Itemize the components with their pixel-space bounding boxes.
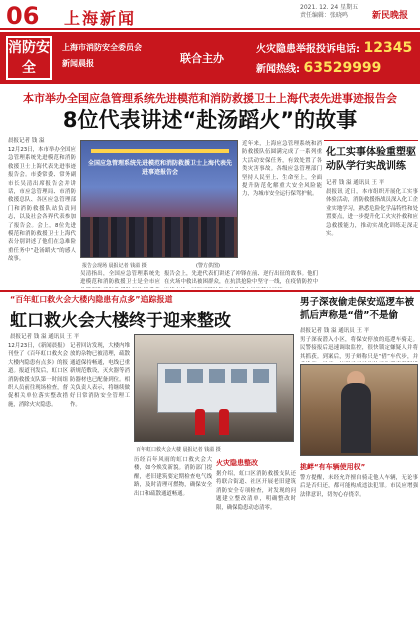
window-3 xyxy=(209,369,225,383)
story3-body: 警方提醒，未经允许擅自骑走他人车辆，无论事后是否归还，都可能构成违法犯罪。市民应增强法律意识，切勿心存侥幸。 xyxy=(300,475,418,498)
stage-people xyxy=(81,217,237,257)
page-number: 06 xyxy=(6,2,40,30)
story3-byline: 晨报记者 钱 溢 通讯员 王 平 xyxy=(300,328,370,334)
section-title: 上海新闻 xyxy=(64,9,137,28)
window-4 xyxy=(231,369,247,383)
article-kicker: 本市举办全国应急管理系统先进模范和消防救援卫士上海代表先进事迹报告会 xyxy=(23,92,397,105)
story2-byline: 晨报记者 钱 溢 通讯员 王 平 xyxy=(10,334,80,340)
article-column-4: 报告会上，先进代表们讲述了冲锋在前、逆行出征的故事。他们在火场中救出被困群众，在抗洪抢险中坚守一线，在疫情防控中 xyxy=(164,271,318,286)
sidebar-byline: 记者 钱 溢 通讯员 王 平 xyxy=(326,180,385,186)
window-5 xyxy=(253,369,269,383)
banner-co-host: 联合主办 xyxy=(180,52,224,65)
hotline-line xyxy=(256,40,412,56)
news-hotline-label: 新闻热线: xyxy=(256,64,300,75)
person-figure-1 xyxy=(195,409,205,435)
hotline-label: 火灾隐患举报投诉电话: xyxy=(256,44,360,55)
story3-title: 男子深夜偷走保安巡逻车被抓后声称是“借”不是偷 xyxy=(300,297,415,321)
story2-column-2: 记者回访发现，大楼内堆放的杂物已被清理，疏散通道保持畅通，电线已重新规范敷设，灭火器等消防器材也已配备到位。相关负责人表示，将继续做好日常消防安全管理工作。 xyxy=(70,343,130,408)
story2-photo-caption: 百年虹口救火会大楼 晨报记者 钱溢 摄 xyxy=(136,447,221,453)
issue-editor: 责任编辑：张晓鸣 xyxy=(300,12,349,19)
news-hotline-line xyxy=(256,60,381,76)
story2-column-1: 12月23日，《新闻晨报》刊登了《百年虹口救火会大楼内隐患有点多》的报道。报道刊发后，虹口区消防救援支队第一时间组织人员前往现场检查，督促相关单位落实整改措施，消除火灾隐患。 xyxy=(8,343,68,408)
section-divider xyxy=(0,290,420,292)
window-2 xyxy=(187,369,203,383)
story2-title: 虹口救火会大楼终于迎来整改 xyxy=(10,311,231,331)
news-hotline-number: 63529999 xyxy=(303,60,382,76)
window-1 xyxy=(165,369,181,383)
story2-column-4: 据介绍，虹口区消防救援支队还将联合街道、社区开展老旧建筑消防安全专项检查，对发现的问题建立整改清单，明确整改时限，确保隐患动态清零。 xyxy=(216,471,296,511)
article-column-2: 吴清指出，全国应急管理系统先进模范和消防救援卫士是全市应 xyxy=(80,271,160,286)
sidebar-body: 晨报讯 近日，本市组织开展化工实事体验活动，消防救援指战员深入化工企业实地学习，熟悉危险化学品特性和处置要点，进一步提升化工火灾扑救和应急救援能力，推动实战化训练走深走实。 xyxy=(326,189,418,238)
article-title: 8位代表讲述“赴汤蹈火”的故事 xyxy=(62,108,358,132)
suspect-photo xyxy=(300,364,418,456)
page-masthead xyxy=(0,0,420,30)
issue-date: 2021. 12. 24 星期五 xyxy=(300,4,359,11)
photo-credit: (警方供图) xyxy=(196,263,220,269)
hotline-number: 12345 xyxy=(363,40,413,56)
sidebar-rule xyxy=(324,140,418,141)
banner-organizer-1: 上海市消防安全委员会 xyxy=(62,43,142,52)
article-column-3: 近年来，上海应急管理系统和消防救援队伍圆满完成了一系列重大活动安保任务，有效处置了各类灾害事故。各级应急管理部门坚持人民至上、生命至上，全面提升防范化解重大安全风险能力，为城市安全运行保驾护航。 xyxy=(242,141,322,198)
person-body xyxy=(341,383,371,453)
photo-caption: 报告会现场 晨报记者 钱溢 摄 xyxy=(82,263,147,269)
story3-subhead: 挑衅“有车辆使用权” xyxy=(300,463,366,471)
article-column-1: 12月23日，本市举办全国应急管理系统先进模范和消防救援卫士上海代表先进事迹报告会。市委常委、常务副市长吴清出席报告会并讲话，市应急管理局、市消防救援总队、各区应急管理部门和消防救援队站负责同志，以及社会各界代表参加了报告会。会上，8位先进模范和消防救援卫士上海代表分别讲述了他们在急难险重任务中“赴汤蹈火”的感人故事。 xyxy=(8,147,76,263)
sidebar-title: 化工实事体验重塑驱动队学行实战训练 xyxy=(326,147,416,172)
fire-safety-banner xyxy=(0,32,420,84)
person-figure-2 xyxy=(219,409,229,435)
issue-meta xyxy=(300,4,358,20)
newspaper-brand: 新民晚报 xyxy=(372,11,409,21)
story3-intro: 男子深夜潜入小区，将保安停放的巡逻车骑走。民警接报后迅速调取监控，很快锁定嫌疑人并将其抓获。到案后，男子辩称只是“借”车代步，并 xyxy=(300,337,418,360)
report-meeting-photo xyxy=(80,140,238,258)
stage-banner-strip xyxy=(91,149,229,153)
story2-subhead: 火灾隐患整改 xyxy=(216,459,258,467)
banner-organizer-2: 新闻晨报 xyxy=(62,59,94,68)
story2-column-3: 历经百年风雨的虹口救火会大楼，如今焕发新貌。消防部门提醒，老旧建筑要定期检查电气线路，及时清理可燃物，确保安全出口和疏散通道畅通。 xyxy=(134,457,212,497)
stage-backdrop-text: 全国应急管理系统先进模范和消防救援卫士上海代表先进事迹报告会 xyxy=(87,160,232,176)
fire-station-building-photo xyxy=(134,334,294,442)
fire-safety-logo: 消防安全 xyxy=(6,36,52,80)
story2-kicker: “百年虹口救火会大楼内隐患有点多”追踪报道 xyxy=(10,295,173,304)
article-byline: 晨报记者 钱 溢 xyxy=(8,138,45,144)
